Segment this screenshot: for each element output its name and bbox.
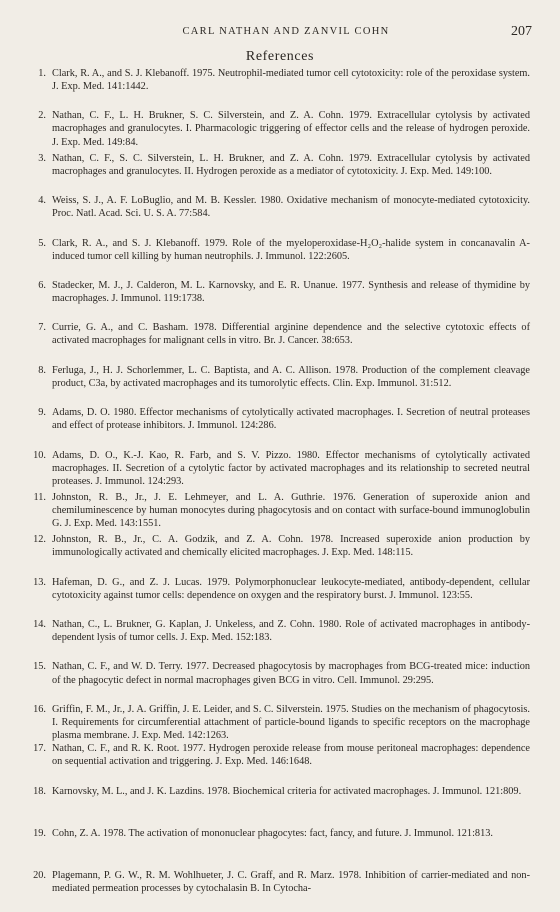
reference-item <box>28 869 530 911</box>
reference-item <box>28 618 530 660</box>
reference-text: Griffin, F. M., Jr., J. A. Griffin, J. E. Leider, and S. C. Silverstein. 1975. Studies on the mechanism of phagocytosis. I. Requirements for circumferential attachment of particle-bound ligands to specific receptors on the macrophage plasma membrane. J. Exp. Med. 142:1263. <box>52 703 530 742</box>
reference-list <box>28 67 530 912</box>
reference-item <box>28 364 530 406</box>
reference-text: Plagemann, P. G. W., R. M. Wohlhueter, J. C. Graff, and R. Marz. 1978. Inhibition of carrier-mediated and non-mediated permeation processes by cytochalasin B. In Cytocha- <box>52 870 530 895</box>
reference-item <box>28 703 530 742</box>
reference-text: Cohn, Z. A. 1978. The activation of mononuclear phagocytes: fact, fancy, and future. J. Immunol. 121:813. <box>52 827 493 839</box>
reference-number: 14. <box>33 619 46 631</box>
reference-text: Nathan, C. F., L. H. Brukner, S. C. Silverstein, and Z. A. Cohn. 1979. Extracellular cytolysis by activated macrophages and granulocytes. I. Pharmacologic triggering of effector cells and the release of hydrogen peroxide. J. Exp. Med. 149:84. <box>52 110 530 148</box>
reference-item <box>28 279 530 321</box>
reference-item <box>28 449 530 491</box>
reference-text: Weiss, S. J., A. F. LoBuglio, and M. B. Kessler. 1980. Oxidative mechanism of monocyte-mediated cytotoxicity. Proc. Natl. Acad. Sci. U. S. A. 77:584. <box>52 195 530 220</box>
reference-number: 7. <box>38 322 46 334</box>
reference-number: 8. <box>38 364 46 376</box>
reference-text: Johnston, R. B., Jr., C. A. Godzik, and Z. A. Cohn. 1978. Increased superoxide anion production by immunologically activated and chemically elicited macrophages. J. Exp. Med. 148:115. <box>52 534 530 559</box>
reference-text: Johnston, R. B., Jr., J. E. Lehmeyer, and L. A. Guthrie. 1976. Generation of superoxide anion and chemiluminescence by human monocytes during phagocytosis and on contact with surface-bound immunoglobulin G. J. Exp. Med. 143:1551. <box>52 491 530 530</box>
reference-number: 18. <box>33 785 46 797</box>
reference-item <box>28 785 530 827</box>
reference-number: 17. <box>33 743 46 755</box>
running-head <box>40 26 532 42</box>
reference-text: Hafeman, D. G., and Z. J. Lucas. 1979. Polymorphonuclear leukocyte-mediated, antibody-dependent, cellular cytotoxicity against tumor cells: dependence on oxygen and the respiratory burst. J. Immunol. 123:55. <box>52 576 530 601</box>
reference-number: 4. <box>38 195 46 207</box>
page-number: 207 <box>511 24 532 39</box>
reference-text: Clark, R. A., and S. J. Klebanoff. 1979. Role of the myeloperoxidase-H₂O₂-halide system in concanavalin A-induced tumor cell killing by human neutrophils. J. Immunol. 122:2605. <box>52 237 530 262</box>
reference-number: 2. <box>38 110 46 122</box>
reference-item <box>28 742 530 784</box>
reference-text: Currie, G. A., and C. Basham. 1978. Differential arginine dependence and the selective cytotoxic effects of activated macrophages for malignant cells in vitro. Br. J. Cancer. 38:653. <box>52 322 530 347</box>
reference-text: Nathan, C., L. Brukner, G. Kaplan, J. Unkeless, and Z. Cohn. 1980. Role of activated macrophages in antibody-dependent lysis of tumor cells. J. Exp. Med. 152:183. <box>52 619 530 644</box>
reference-number: 15. <box>33 661 46 673</box>
reference-number: 19. <box>33 827 46 839</box>
reference-text: Clark, R. A., and S. J. Klebanoff. 1975. Neutrophil-mediated tumor cell cytotoxicity: role of the peroxidase system. J. Exp. Med. 141:1442. <box>52 68 530 93</box>
reference-number: 10. <box>33 449 46 461</box>
reference-number: 11. <box>33 491 46 503</box>
reference-number: 6. <box>38 279 46 291</box>
reference-item <box>28 827 530 869</box>
reference-number: 5. <box>38 237 46 249</box>
reference-number: 3. <box>38 152 46 164</box>
reference-item <box>28 237 530 279</box>
reference-number: 20. <box>33 870 46 882</box>
reference-item <box>28 576 530 618</box>
section-heading: References <box>245 49 315 64</box>
reference-item <box>28 406 530 448</box>
reference-item <box>28 660 530 702</box>
reference-text: Adams, D. O., K.-J. Kao, R. Farb, and S. V. Pizzo. 1980. Effector mechanisms of cytolytically activated macrophages. II. Secretion of a cytolytic factor by activated macrophages and its relationship to secreted neutral proteases. J. Immunol. 124:293. <box>52 449 530 487</box>
running-head-title: CARL NATHAN AND ZANVIL COHN <box>182 26 390 37</box>
reference-number: 1. <box>38 68 46 79</box>
reference-item <box>28 152 530 194</box>
reference-text: Nathan, C. F., and W. D. Terry. 1977. Decreased phagocytosis by macrophages from BCG-treated mice: induction of the phagocytic defect in normal macrophages given BCG in vitro. Cell. Immunol. 29:295. <box>52 661 530 686</box>
reference-text: Adams, D. O. 1980. Effector mechanisms of cytolytically activated macrophages. I. Secretion of neutral proteases and effect of protease inhibitors. J. Immunol. 124:286. <box>52 407 530 432</box>
reference-item <box>28 533 530 575</box>
reference-item <box>28 491 530 533</box>
reference-text: Ferluga, J., H. J. Schorlemmer, L. C. Baptista, and A. C. Allison. 1978. Production of the complement cleavage product, C3a, by activated macrophages and its tumorolytic effects. Clin. Exp. Immunol. 31:512. <box>52 364 530 389</box>
reference-number: 12. <box>33 534 46 546</box>
reference-number: 16. <box>33 703 46 715</box>
reference-text: Stadecker, M. J., J. Calderon, M. L. Karnovsky, and E. R. Unanue. 1977. Synthesis and release of thymidine by macrophages. J. Immunol. 119:1738. <box>52 279 530 305</box>
reference-item <box>28 109 530 151</box>
reference-item <box>28 194 530 236</box>
reference-text: Nathan, C. F., S. C. Silverstein, L. H. Brukner, and Z. A. Cohn. 1979. Extracellular cytolysis by activated macrophages and granulocytes. II. Hydrogen peroxide as a mediator of cytotoxicity. J. Exp. Med. 149:100. <box>52 152 530 177</box>
reference-number: 9. <box>38 407 46 419</box>
reference-item <box>28 67 530 109</box>
reference-text: Karnovsky, M. L., and J. K. Lazdins. 1978. Biochemical criteria for activated macrophages. J. Immunol. 121:809. <box>52 785 522 797</box>
reference-number: 13. <box>33 576 46 588</box>
reference-text: Nathan, C. F., and R. K. Root. 1977. Hydrogen peroxide release from mouse peritoneal macrophages: dependence on sequential activation and triggering. J. Exp. Med. 146:1648. <box>52 743 530 768</box>
reference-item <box>28 321 530 363</box>
